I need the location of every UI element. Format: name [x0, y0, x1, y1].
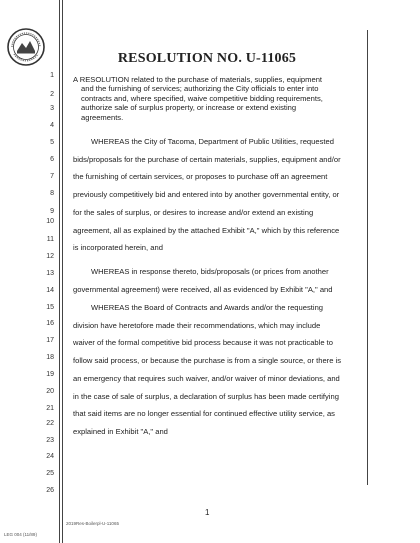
whereas-paragraph-1	[73, 133, 341, 257]
line-number: 11	[46, 236, 54, 243]
text-line: for the sales of surplus, or desires to increase and/or extend an existing	[73, 207, 314, 217]
whereas-paragraph-3	[73, 299, 341, 441]
line-number: 2	[50, 91, 54, 98]
footer-file-reference: 2019Res-Boilerpl-U-11065	[66, 521, 119, 526]
text-line: waiver of the formal competitive bid process because it was not practicable to	[73, 338, 334, 348]
line-number: 16	[46, 320, 54, 327]
line-number: 14	[46, 287, 54, 294]
line-number: 3	[50, 105, 54, 112]
line-number: 4	[50, 122, 54, 129]
text-line: governmental agreement) were received, all as evidenced by Exhibit "A," and	[73, 284, 333, 294]
text-line: division have heretofore made their recommendations, which may include	[73, 320, 321, 330]
text-line: A RESOLUTION related to the purchase of materials, supplies, equipment	[73, 75, 323, 84]
line-number: 9	[50, 208, 54, 215]
intro-paragraph	[73, 75, 323, 122]
text-line: an emergency that requires such waiver, and/or waiver of minor deviations, and	[73, 373, 340, 383]
line-number: 12	[46, 253, 54, 260]
city-seal-logo	[6, 27, 46, 67]
text-line: agreement, all as explained by the attached Exhibit "A," which by this reference	[73, 225, 340, 235]
text-line: that said items are no longer essential for continued effective utility service, as	[73, 409, 335, 419]
text-line: is incorporated herein, and	[73, 243, 163, 253]
text-line: the furnishing of certain services, or proposes to purchase off an agreement	[73, 172, 328, 182]
line-number: 22	[46, 420, 54, 427]
line-number: 10	[46, 218, 54, 225]
line-number: 24	[46, 453, 54, 460]
text-line: in the case of sale of surplus, a declaration of surplus has been made certifying	[73, 391, 339, 401]
text-line: explained in Exhibit "A," and	[73, 426, 168, 436]
line-number: 21	[46, 405, 54, 412]
text-line: WHEREAS in response thereto, bids/proposals (or prices from another	[91, 267, 329, 276]
text-line: contracts and, where specified, waive competitive bidding requirements,	[81, 93, 323, 103]
page-number: 1	[205, 508, 210, 517]
line-number: 8	[50, 190, 54, 197]
text-line: follow said process, or because the purchase is from a single source, or there is	[73, 356, 342, 366]
line-number: 26	[46, 487, 54, 494]
line-number: 6	[50, 156, 54, 163]
text-line: authorize sale of surplus property, or increase or extend existing	[81, 103, 297, 113]
line-number: 5	[50, 139, 54, 146]
line-number: 20	[46, 388, 54, 395]
text-line: WHEREAS the City of Tacoma, Department of Public Utilities, requested	[91, 137, 334, 146]
line-number: 25	[46, 470, 54, 477]
line-number: 15	[46, 304, 54, 311]
line-number: 17	[46, 337, 54, 344]
text-line: WHEREAS the Board of Contracts and Awards and/or the requesting	[91, 303, 324, 312]
line-number: 1	[50, 72, 54, 79]
footer-form-number: LEG 004 (11/89)	[4, 532, 37, 537]
text-line: previously competitively bid and entered into by another governmental entity, or	[73, 190, 340, 200]
text-line: agreements.	[81, 112, 124, 122]
right-margin-rule	[367, 30, 368, 485]
line-number: 23	[46, 437, 54, 444]
line-number: 18	[46, 354, 54, 361]
text-line: bids/proposals for the purchase of certain materials, supplies, equipment and/or	[73, 154, 341, 164]
whereas-paragraph-2	[73, 263, 333, 298]
left-margin-rule	[59, 0, 60, 543]
line-number: 7	[50, 173, 54, 180]
text-line: and the furnishing of services; authorizing the City officials to enter into	[81, 84, 319, 94]
left-margin-rule-inner	[62, 0, 63, 543]
resolution-title: RESOLUTION NO. U-11065	[117, 51, 297, 66]
line-number: 19	[46, 371, 54, 378]
line-number: 13	[46, 270, 54, 277]
